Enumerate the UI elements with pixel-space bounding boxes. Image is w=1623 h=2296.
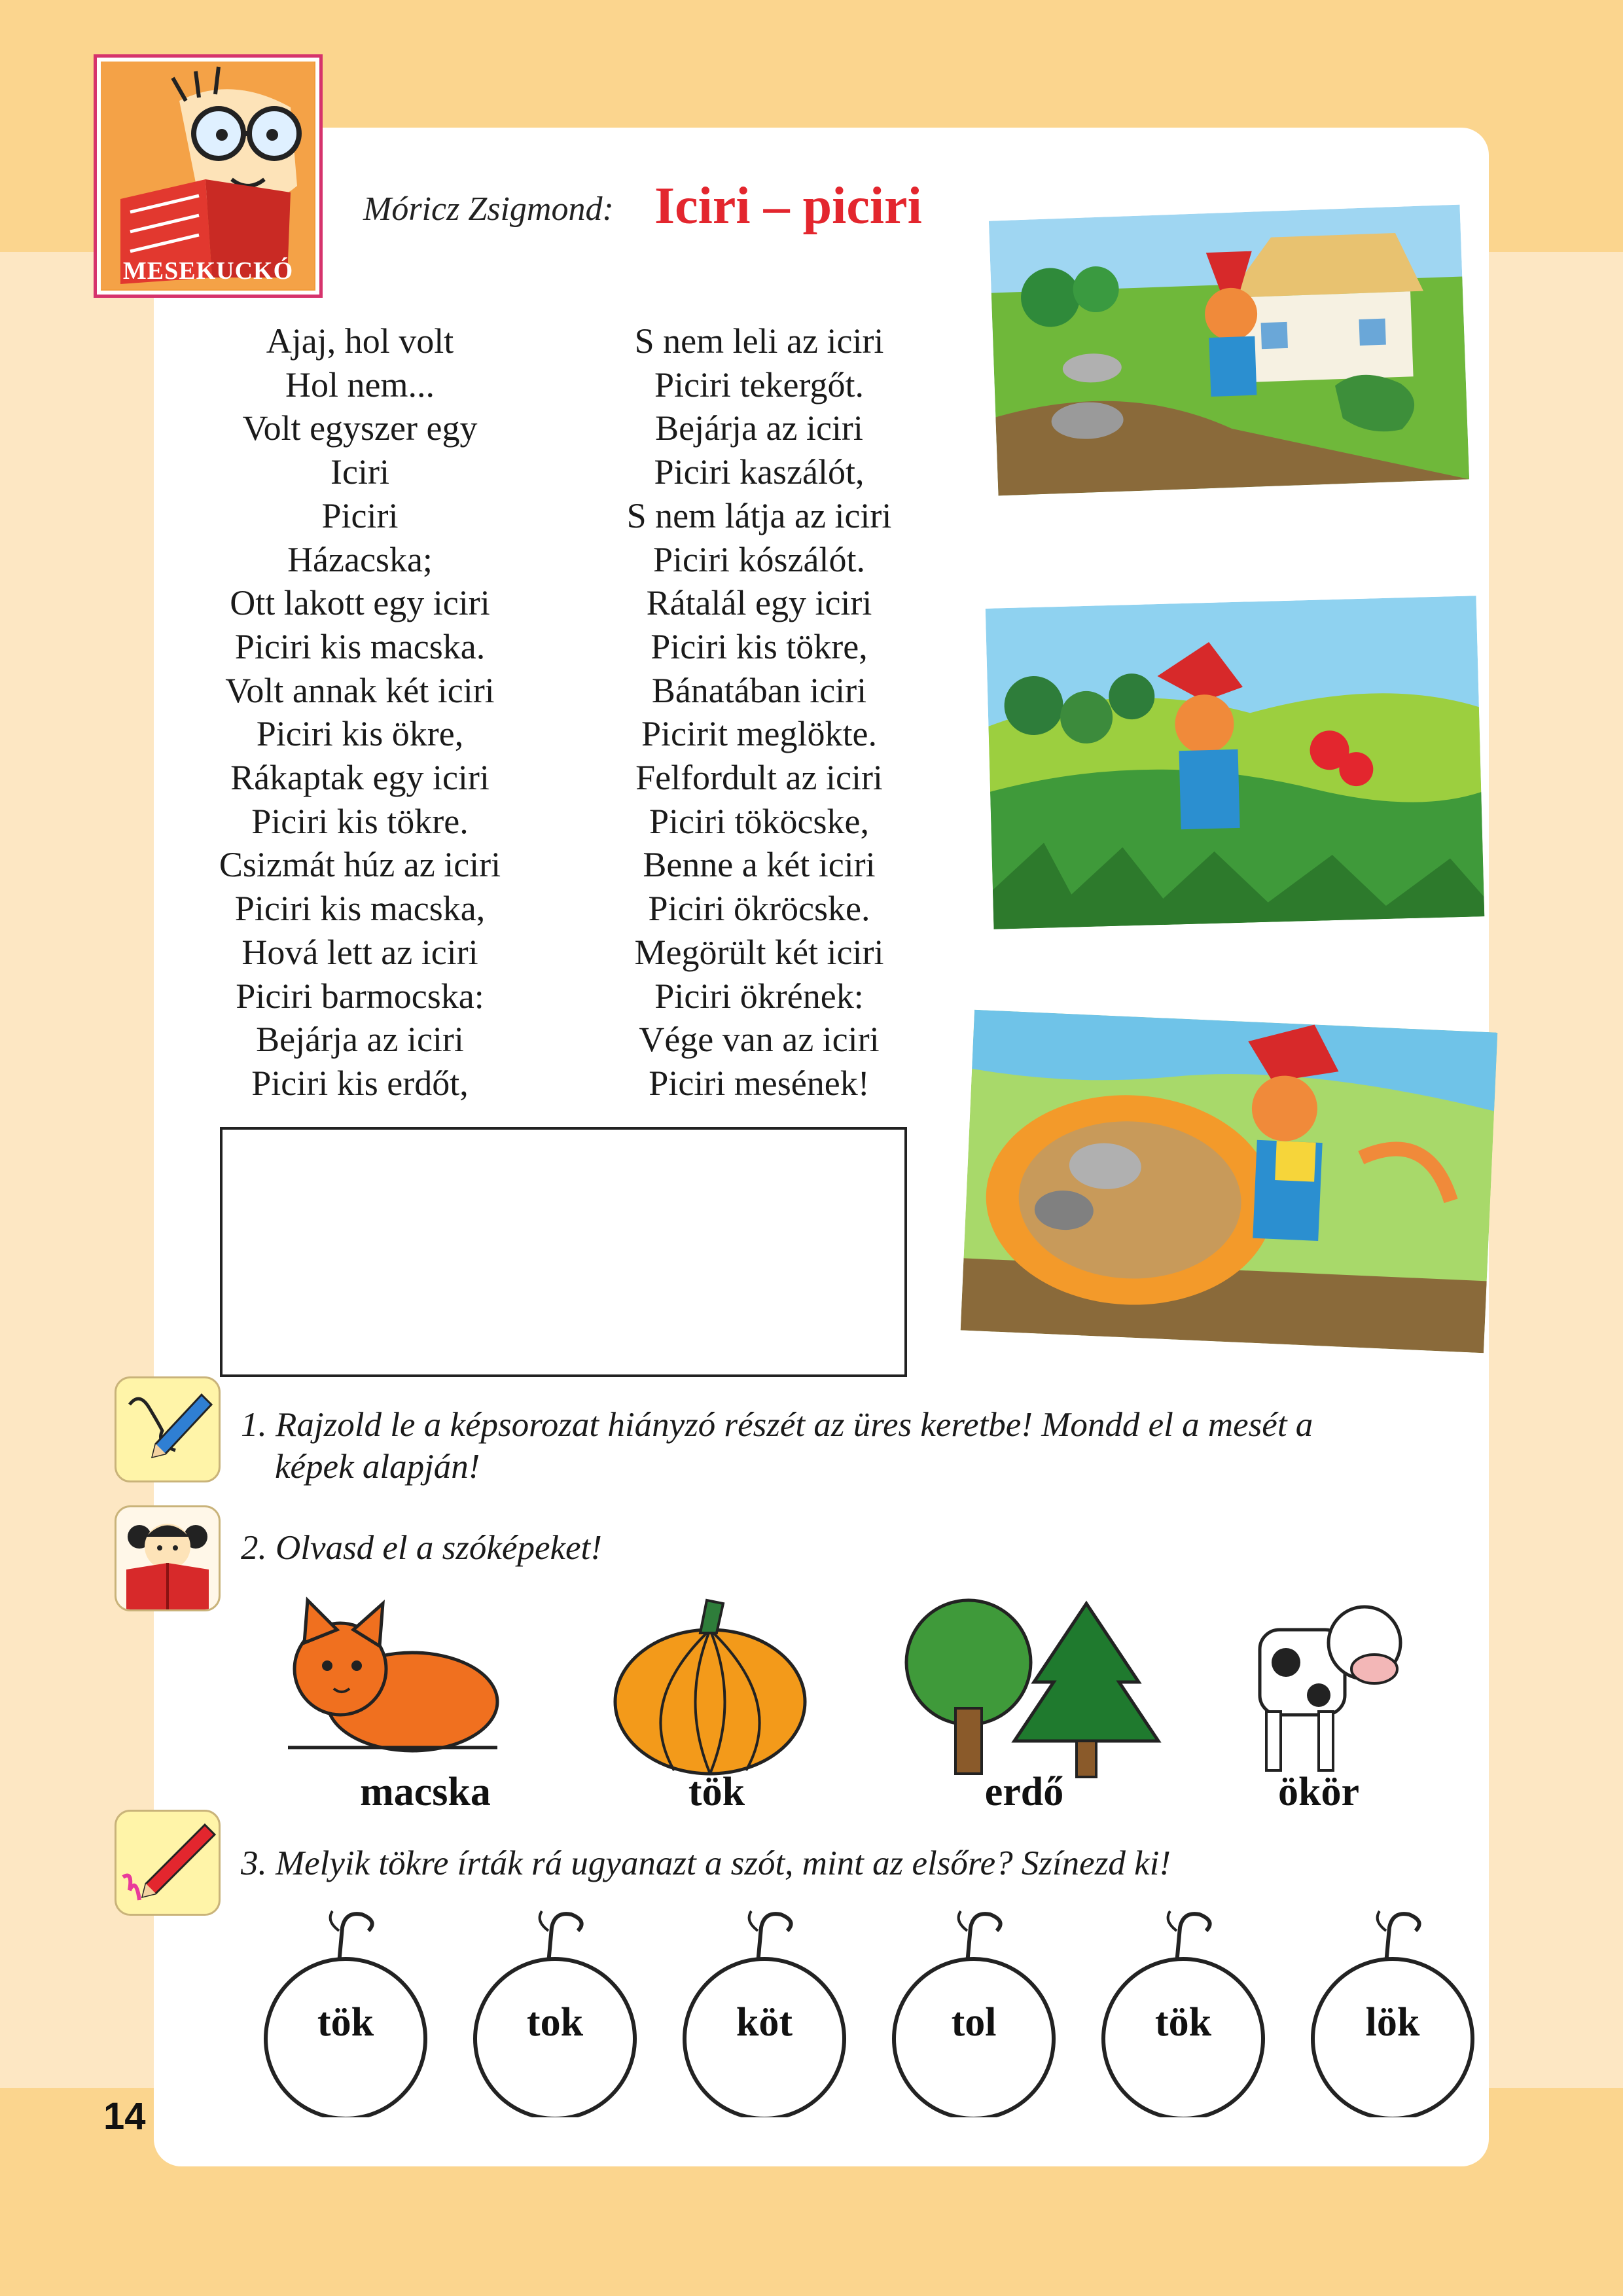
poem-line: Piciri ökrének: (654, 976, 864, 1016)
poem-line: Piciri kis macska. (234, 626, 486, 666)
task-1-line-1: 1. Rajzold le a képsorozat hiányzó részét az üres keretbe! Mondd el a mesét a (241, 1406, 1313, 1444)
pumpkin-icon (609, 1590, 812, 1780)
cat-icon (262, 1590, 524, 1780)
poem-line: Piciri kis tökre, (651, 626, 868, 666)
page-title: Iciri – piciri (654, 177, 922, 235)
word-label-okor: ökör (1278, 1770, 1359, 1814)
poem-line: Megörült két iciri (634, 932, 884, 972)
pumpkin-word-text: tök (317, 2000, 374, 2045)
poem-line: Piciri mesének! (649, 1063, 870, 1103)
poem-line: Ajaj, hol volt (266, 321, 454, 361)
logo-label: MESEKUCKÓ (122, 257, 294, 285)
poem-line: Vége van az iciri (639, 1020, 880, 1060)
drawing-frame[interactable] (220, 1127, 907, 1377)
forest-icon (890, 1590, 1165, 1780)
poem-line: Piciri kószálót. (653, 539, 865, 579)
poem-line: Piciri kis macska, (234, 889, 486, 929)
word-label-macska: macska (360, 1770, 491, 1814)
word-label-tok: tök (688, 1770, 745, 1814)
illustration-meadow (986, 596, 1485, 929)
poem-line: Csizmát húz az iciri (219, 845, 501, 885)
reading-boy-icon (101, 62, 314, 289)
poem-line: Bejárja az iciri (256, 1020, 464, 1060)
pumpkin-word[interactable] (1095, 1901, 1272, 2117)
poem-line: Piciri barmocska: (236, 976, 484, 1016)
poem-line: Iciri (330, 452, 389, 492)
pumpkin-word-text: tol (951, 2000, 997, 2045)
coloring-pencil-icon (115, 1810, 221, 1916)
ox-icon (1247, 1590, 1423, 1780)
poem-line: Volt annak két iciri (225, 670, 495, 710)
poem-line: S nem leli az iciri (634, 321, 884, 361)
poem-line: Rátalál egy iciri (646, 583, 872, 623)
page-number: 14 (103, 2095, 146, 2138)
poem-line: Volt egyszer egy (242, 408, 478, 448)
poem-line: Ott lakott egy iciri (230, 583, 490, 623)
poem-line: Hol nem... (285, 365, 435, 404)
poem-line: S nem látja az iciri (626, 495, 892, 535)
poem-line: Piciri tököcske, (649, 801, 869, 841)
pumpkin-word[interactable] (885, 1901, 1062, 2117)
reading-girl-icon (115, 1505, 221, 1611)
pumpkin-word-text: lök (1365, 2000, 1420, 2045)
poem-left-column (190, 319, 530, 1105)
poem-line: Piciri kis erdőt, (251, 1063, 469, 1103)
poem-line: Piciri ökröcske. (648, 889, 870, 929)
task-1-instruction (241, 1404, 1458, 1488)
word-label-erdo: erdő (984, 1770, 1064, 1814)
poem-line: Házacska; (287, 539, 433, 579)
poem-line: Benne a két iciri (643, 845, 876, 885)
pumpkin-word[interactable] (257, 1901, 434, 2117)
task-3-instruction: 3. Melyik tökre írták rá ugyanazt a szót, mint az elsőre? Színezd ki! (241, 1844, 1171, 1882)
poem-line: Bánatában iciri (651, 670, 867, 710)
pumpkin-word-text: köt (736, 2000, 793, 2045)
poem-line: Piciri kaszálót, (654, 452, 865, 492)
pumpkin-word[interactable] (1304, 1901, 1481, 2117)
poem-line: Piciri tekergőt. (654, 365, 864, 404)
poem-line: Piciri kis ökre, (256, 714, 464, 754)
poem-line: Bejárja az iciri (655, 408, 863, 448)
pumpkin-word[interactable] (676, 1901, 853, 2117)
task-1-line-2: képek alapján! (275, 1448, 480, 1486)
illustration-pumpkin (961, 1010, 1498, 1353)
pumpkin-word-text: tök (1154, 2000, 1212, 2045)
poem-line: Piciri kis tökre. (251, 801, 469, 841)
poem-line: Hová lett az iciri (241, 932, 478, 972)
illustration-village (989, 205, 1469, 496)
task-2-instruction: 2. Olvasd el a szóképeket! (241, 1529, 602, 1567)
poem-line: Felfordult az iciri (635, 758, 883, 798)
poem-line: Rákaptak egy iciri (230, 758, 490, 798)
pumpkin-word[interactable] (467, 1901, 643, 2117)
pencil-drawing-icon (115, 1376, 221, 1482)
author-name: Móricz Zsigmond: (363, 190, 614, 228)
poem-line: Piciri (321, 495, 399, 535)
mesekucko-logo (94, 54, 323, 298)
poem-right-column (589, 319, 929, 1105)
poem-line: Picirit meglökte. (641, 714, 877, 754)
pumpkin-word-text: tok (526, 2000, 584, 2045)
